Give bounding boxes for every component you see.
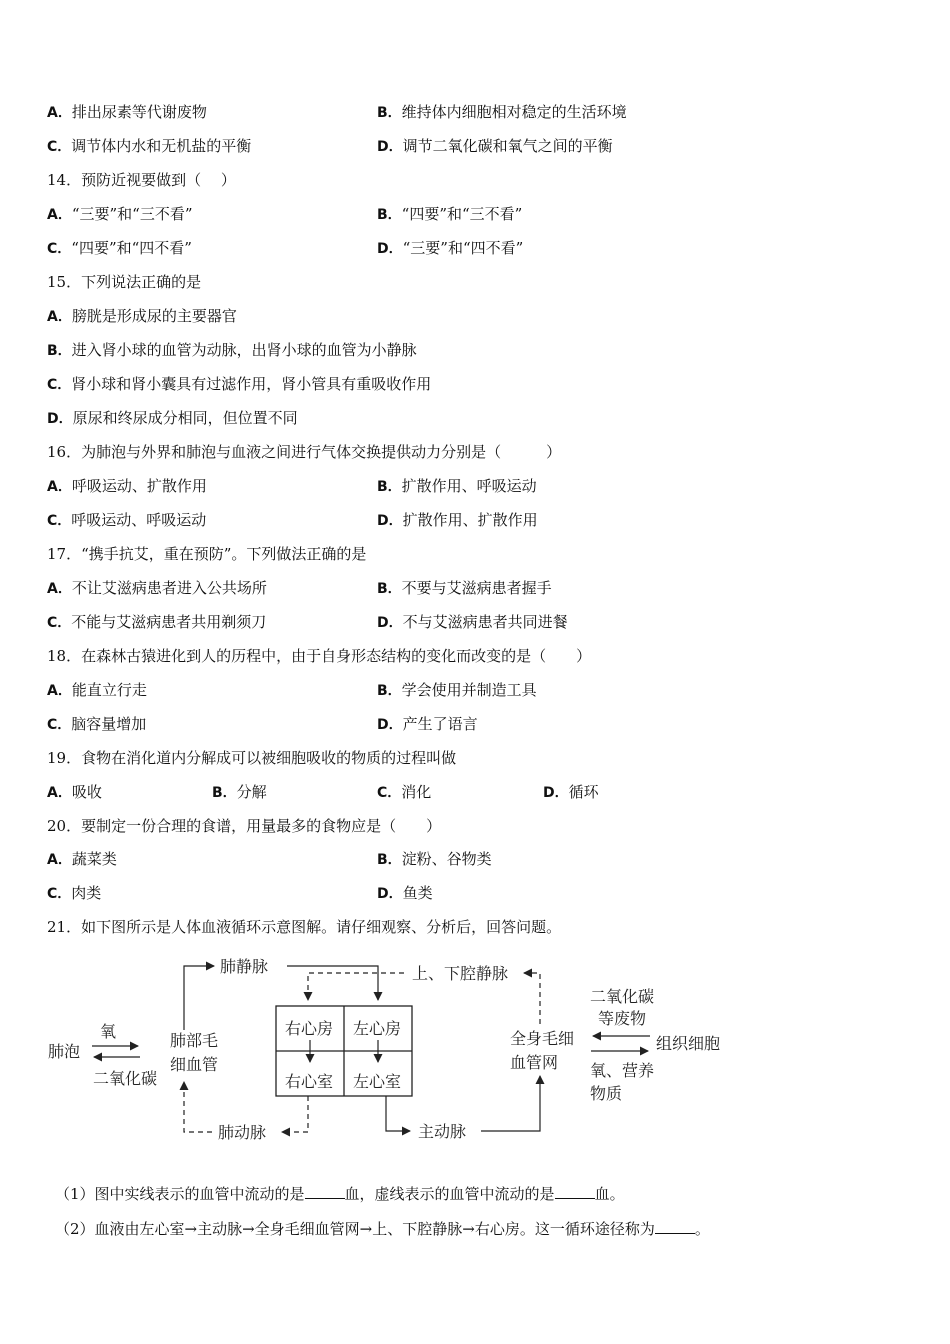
q18-stem: 18．在森林古猿进化到人的历程中，由于自身形态结构的变化而改变的是（ ） xyxy=(47,647,592,665)
q15-option-b: B．进入肾小球的血管为动脉，出肾小球的血管为小静脉 xyxy=(47,341,417,359)
q21-stem: 21．如下图所示是人体血液循环示意图解。请仔细观察、分析后，回答问题。 xyxy=(47,918,562,936)
q19-option-c: C．消化 xyxy=(377,783,432,801)
left-ventricle: 左心室 xyxy=(353,1072,402,1091)
alveoli-label: 肺泡 xyxy=(48,1042,81,1061)
q14-stem: 14．预防近视要做到（ ） xyxy=(47,171,236,189)
tissue-cell-label: 组织细胞 xyxy=(656,1034,721,1053)
right-atrium: 右心房 xyxy=(285,1019,334,1038)
q18-option-b: B．学会使用并制造工具 xyxy=(377,681,537,699)
o2-nutrient-label: 氧、营养 xyxy=(590,1061,655,1080)
q17-option-b: B．不要与艾滋病患者握手 xyxy=(377,579,552,597)
q20-option-a: A．蔬菜类 xyxy=(47,850,117,868)
aorta-label: 主动脉 xyxy=(418,1122,467,1141)
q17-option-c: C．不能与艾滋病患者共用剃须刀 xyxy=(47,613,267,631)
q20-option-b: B．淀粉、谷物类 xyxy=(377,850,492,868)
q21-sub1: （1）图中实线表示的血管中流动的是 血，虚线表示的血管中流动的是 血。 xyxy=(55,1185,625,1203)
q15-option-d: D．原尿和终尿成分相同，但位置不同 xyxy=(47,409,298,427)
q20-option-c: C．肉类 xyxy=(47,884,102,902)
q16-option-d: D．扩散作用、扩散作用 xyxy=(377,511,538,529)
q16-option-c: C．呼吸运动、呼吸运动 xyxy=(47,511,207,529)
co2-waste-label-2: 等废物 xyxy=(598,1009,647,1028)
q16-option-b: B．扩散作用、呼吸运动 xyxy=(377,477,537,495)
q13-option-d: D．调节二氧化碳和氧气之间的平衡 xyxy=(377,137,613,155)
q20-option-d: D．鱼类 xyxy=(377,884,433,902)
q18-option-d: D．产生了语言 xyxy=(377,715,478,733)
q17-stem: 17．“携手抗艾，重在预防”。下列做法正确的是 xyxy=(47,545,367,563)
co2-label: 二氧化碳 xyxy=(93,1069,158,1088)
answer-blank[interactable] xyxy=(305,1184,345,1199)
answer-blank[interactable] xyxy=(655,1219,695,1234)
pulmonary-vein-label: 肺静脉 xyxy=(220,957,269,976)
q13-option-b: B．维持体内细胞相对稳定的生活环境 xyxy=(377,103,627,121)
q21-sub2: （2）血液由左心室→主动脉→全身毛细血管网→上、下腔静脉→右心房。这一循环途径称为 。 xyxy=(55,1220,710,1238)
q14-option-a: A．“三要”和“三不看” xyxy=(47,205,193,223)
q14-option-c: C．“四要”和“四不看” xyxy=(47,239,192,257)
answer-blank[interactable] xyxy=(555,1184,595,1199)
q17-option-a: A．不让艾滋病患者进入公共场所 xyxy=(47,579,267,597)
q14-option-b: B．“四要”和“三不看” xyxy=(377,205,523,223)
q16-option-a: A．呼吸运动、扩散作用 xyxy=(47,477,207,495)
lung-capillary-label: 肺部毛 xyxy=(170,1031,219,1050)
left-atrium: 左心房 xyxy=(353,1019,402,1038)
q19-stem: 19．食物在消化道内分解成可以被细胞吸收的物质的过程叫做 xyxy=(47,749,457,767)
heart-chambers xyxy=(276,1006,412,1096)
q18-option-a: A．能直立行走 xyxy=(47,681,147,699)
q15-stem: 15．下列说法正确的是 xyxy=(47,273,202,291)
body-capillary-label: 全身毛细 xyxy=(510,1029,575,1048)
co2-waste-label: 二氧化碳 xyxy=(590,987,655,1006)
q17-option-d: D．不与艾滋病患者共同进餐 xyxy=(377,613,568,631)
o2-nutrient-label-2: 物质 xyxy=(590,1084,623,1103)
q15-option-a: A．膀胱是形成尿的主要器官 xyxy=(47,307,237,325)
blood-circulation-diagram xyxy=(0,945,950,1155)
q19-option-b: B．分解 xyxy=(212,783,267,801)
pulmonary-artery-label: 肺动脉 xyxy=(218,1123,267,1142)
q19-option-d: D．循环 xyxy=(543,783,599,801)
q16-stem: 16．为肺泡与外界和肺泡与血液之间进行气体交换提供动力分别是（ ） xyxy=(47,443,562,461)
q18-option-c: C．脑容量增加 xyxy=(47,715,147,733)
right-ventricle: 右心室 xyxy=(285,1072,334,1091)
q15-option-c: C．肾小球和肾小囊具有过滤作用，肾小管具有重吸收作用 xyxy=(47,375,432,393)
q19-option-a: A．吸收 xyxy=(47,783,102,801)
q14-option-d: D．“三要”和“四不看” xyxy=(377,239,524,257)
q13-option-c: C．调节体内水和无机盐的平衡 xyxy=(47,137,252,155)
vena-cava-label: 上、下腔静脉 xyxy=(412,964,509,983)
q13-option-a: A．排出尿素等代谢废物 xyxy=(47,103,207,121)
q20-stem: 20．要制定一份合理的食谱，用量最多的食物应是（ ） xyxy=(47,817,442,835)
body-capillary-label-2: 血管网 xyxy=(510,1053,559,1072)
oxygen-label: 氧 xyxy=(100,1022,117,1041)
lung-capillary-label-2: 细血管 xyxy=(170,1055,219,1074)
